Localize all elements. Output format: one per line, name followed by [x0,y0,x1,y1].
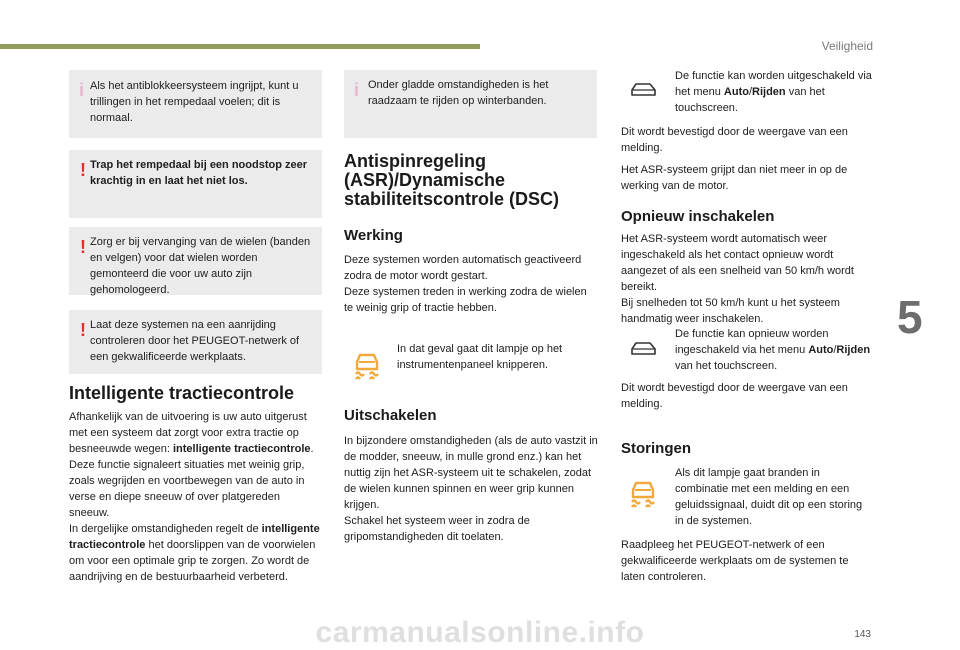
car-settings-icon [630,82,658,98]
opnieuw-heading: Opnieuw inschakelen [621,208,775,225]
paragraph: Bij snelheden tot 50 km/h kunt u het systeem handmatig weer inschakelen. [621,297,840,325]
menu-name: Auto [723,86,749,98]
asr-warning-lamp-icon [350,348,384,382]
werking-text [344,252,598,316]
werking-heading: Werking [344,227,403,244]
paragraph: Deze functie signaleert situaties met weinig grip, zoals wegrijden en voortbewegen van de auto in verse en diepe sneeuw of over platgereden sneeuw. [69,459,305,519]
warning-box-emergency-stop [69,150,322,218]
text: . [310,443,314,455]
warning-box-collision [69,310,322,374]
text: / [748,86,753,98]
warning-icon: ! [80,320,86,340]
bold-term: intelligente tractiecontrole [172,443,311,455]
text: De functie kan worden uitgeschakeld via het menu [675,70,872,98]
watermark: carmanualsonline.info [315,616,645,649]
menu-name: Auto [808,344,834,356]
warning-box-text: Trap het rempedaal bij een noodstop zeer krachtig in en laat het niet los. [90,159,307,187]
col3-text-a [621,124,875,194]
info-box-text: Als het antiblokkeersysteem ingrijpt, kunt u trillingen in het rempedaal voelen; dit is normaal. [90,80,299,124]
paragraph [69,521,323,585]
section-intelligent-traction [69,384,323,585]
page-number: 143 [854,629,871,640]
storingen-lamp-description: Als dit lampje gaat branden in combinatie met een melding en een geluidssignaal, duidt dit op een storing in de systemen. [675,467,863,527]
lamp-description: In dat geval gaat dit lampje op het instrumentenpaneel knipperen. [397,343,563,371]
header-accent-bar [0,44,480,49]
uitschakelen-heading: Uitschakelen [344,407,437,424]
car-settings-icon [630,341,658,357]
paragraph: Het ASR-systeem wordt automatisch weer ingeschakeld als het contact opnieuw wordt aangezet of als een snelheid van 50 km/h wordt bereikt. [621,233,854,293]
info-icon: i [354,80,360,100]
opnieuw-text [621,231,875,327]
paragraph: Het ASR-systeem grijpt dan niet meer in op de werking van de motor. [621,164,848,192]
text: het doorslippen van de voorwielen om voor een optimale grip te zorgen. Zo wordt de aandrijving en de bestuurbaarheid verbeterd. [69,539,316,583]
info-box-text: Onder gladde omstandigheden is het raadzaam te rijden op winterbanden. [368,79,549,107]
text: van het touchscreen. [675,360,778,372]
section-title: Veiligheid [821,39,873,53]
text: van het touchscreen. [675,86,825,114]
info-icon: i [79,80,85,100]
paragraph [69,409,323,457]
confirm-text: Dit wordt bevestigd door de weergave van een melding. [621,382,848,410]
enable-description [675,326,875,374]
warning-box-text: Laat deze systemen na een aanrijding controleren door het PEUGEOT-netwerk of een gekwalificeerde werkplaats. [90,319,300,363]
chapter-number: 5 [897,291,923,343]
uitschakelen-text [344,433,598,545]
warning-icon: ! [80,237,86,257]
section-heading: Intelligente tractiecontrole [69,383,295,403]
paragraph: In bijzondere omstandigheden (als de auto vastzit in de modder, sneeuw, in mulle grond enz.) kan het nuttig zijn het ASR-systeem uit te schakelen, zodat de wielen kunnen spinnen en weer grip kunnen krijgen. [344,435,598,511]
info-box-winter-tyres [344,70,597,138]
disable-description [675,68,875,116]
asr-warning-lamp-icon [626,476,660,510]
paragraph: Deze systemen treden in werking zodra de wielen te weinig grip of tractie hebben. [344,286,587,314]
paragraph: Dit wordt bevestigd door de weergave van een melding. [621,126,848,154]
storingen-heading: Storingen [621,440,691,457]
text: / [833,344,837,356]
storingen-paragraph: Raadpleeg het PEUGEOT-netwerk of een gekwalificeerde werkplaats om de systemen te laten controleren. [621,539,849,583]
bold-term: intelligente tractiecontrole [69,523,320,551]
paragraph: Deze systemen worden automatisch geactiveerd zodra de motor wordt gestart. [344,254,582,282]
warning-box-text: Zorg er bij vervanging van de wielen (banden en velgen) voor dat wielen worden gemonteerd die voor uw auto zijn gehomologeerd. [90,236,311,296]
info-box-abs [69,70,322,138]
text: Afhankelijk van de uitvoering is uw auto uitgerust met een systeem dat zorgt voor extra tractie op besneeuwde wegen: [69,411,307,455]
text: De functie kan opnieuw worden ingeschakeld via het menu [675,328,829,356]
paragraph: Schakel het systeem weer in zodra de gripomstandigheden dit toelaten. [344,515,530,543]
menu-name: Rijden [836,344,871,356]
section-asr-dsc [344,152,598,209]
section-heading: Antispinregeling (ASR)/Dynamische stabiliteitscontrole (DSC) [344,151,560,209]
menu-name: Rijden [752,86,786,98]
text: In dergelijke omstandigheden regelt de [69,523,262,535]
warning-icon: ! [80,160,86,180]
warning-box-wheels [69,227,322,295]
